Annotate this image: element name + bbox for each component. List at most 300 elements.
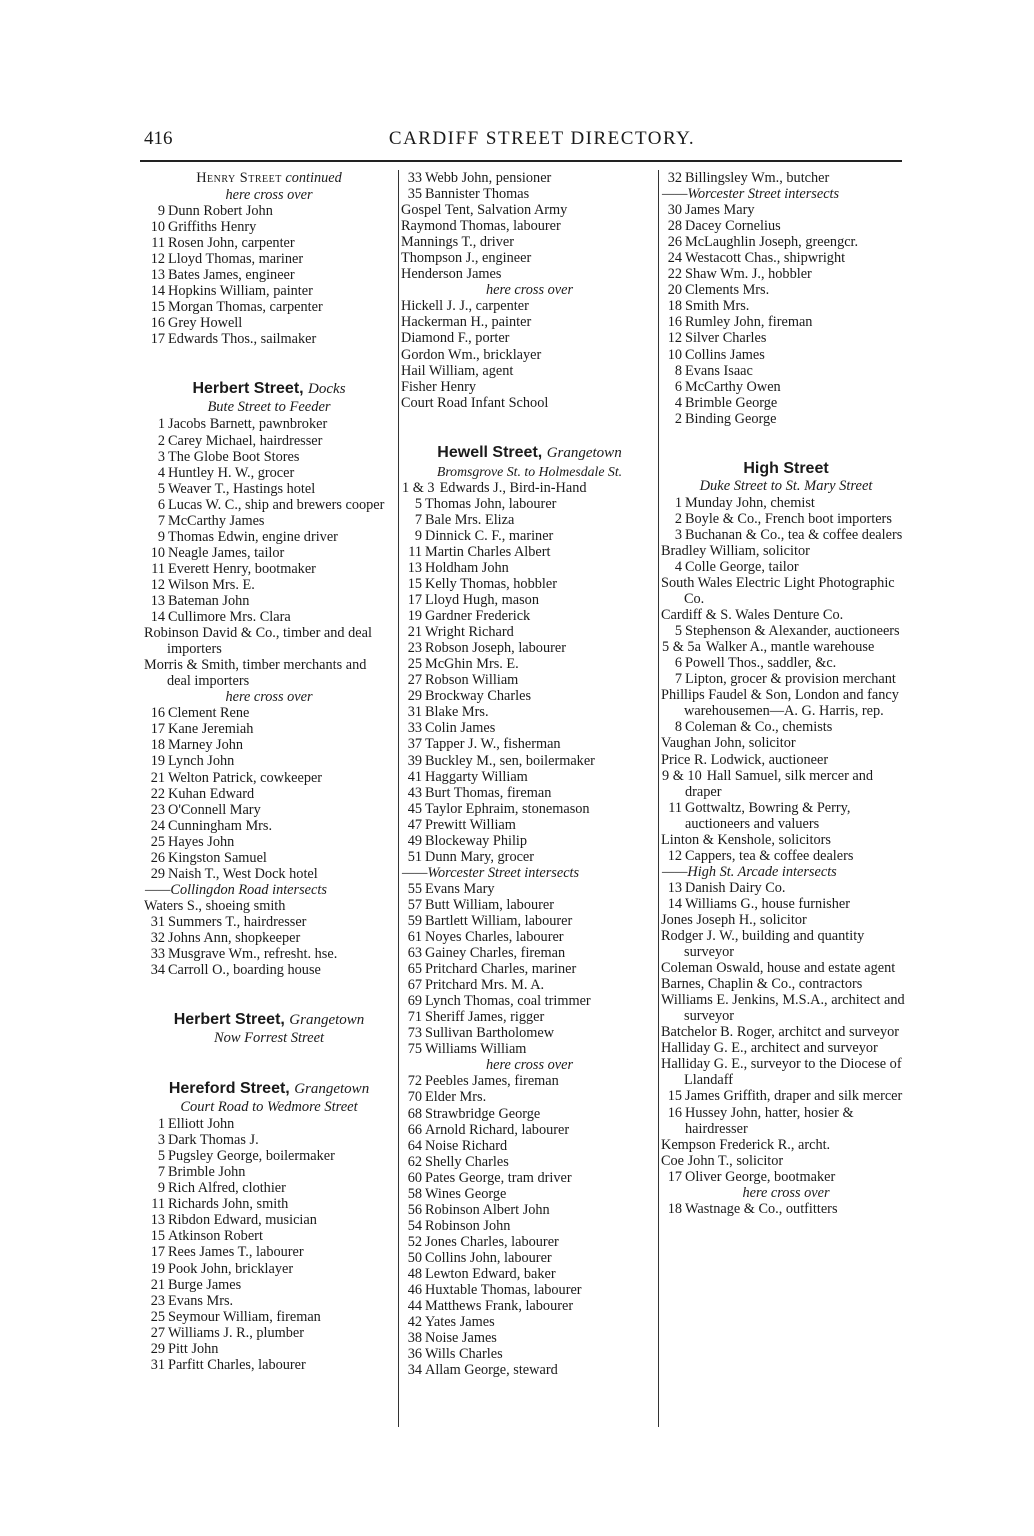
directory-entry [145,416,393,432]
occupant-text: Robinson John [425,1217,511,1234]
occupant-text: Carey Michael, hairdresser [168,432,323,449]
occupant-text: Parfitt Charles, labourer [168,1356,306,1373]
house-number: 41 [407,768,422,785]
occupant-text: McLaughlin Joseph, greengcr. [685,234,859,251]
occupant-text: Butt William, labourer [425,896,554,913]
house-number: 15 [150,299,165,316]
house-number: 5 [674,623,682,640]
house-number: 68 [407,1105,422,1122]
occupant-text: Collins James [685,346,765,363]
house-number: 32 [667,170,682,186]
house-number: 1 [674,494,682,511]
occupant-text: Buchanan & Co., tea & coffee dealers [685,526,903,543]
directory-entry [662,1153,910,1169]
house-number: 1 [157,1116,165,1133]
directory-entry [402,1346,657,1362]
directory-entry [662,896,910,912]
house-number: 43 [407,784,422,801]
occupant-text: Diamond F., porter [401,330,510,347]
directory-entry [402,1138,657,1154]
occupant-text: Strawbridge George [425,1105,541,1122]
occupant-text: Bale Mrs. Eliza [425,511,515,528]
cross-over-note: here cross over [485,1057,574,1074]
directory-entry [145,203,393,219]
occupant-text: Brimble George [685,394,778,411]
house-number: 38 [407,1330,422,1347]
directory-entry [145,1132,393,1148]
occupant-text: Burge James [168,1276,242,1293]
occupant-text: Gottwaltz, Bowring & Perry, auctioneers and valuers [685,799,851,832]
cross-over-note: here cross over [225,187,313,203]
directory-entry [662,880,910,896]
house-number: 69 [407,993,422,1010]
occupant-text: Bates James, engineer [168,267,295,284]
directory-entry [145,1148,393,1164]
directory-entry [662,687,910,719]
directory-entry [662,752,910,768]
occupant-text: Cardiff & S. Wales Denture Co. [661,607,844,624]
directory-entry [662,314,910,330]
directory-entry [402,881,657,897]
directory-entry [662,379,910,395]
house-number: 30 [667,202,682,219]
directory-entry [145,283,393,299]
intersection-note: ——Worcester Street intersects [402,864,580,881]
occupant-text: Hickell J. J., carpenter [401,298,529,315]
entry-list [402,298,657,410]
occupant-text: Kelly Thomas, hobbler [425,575,557,592]
street-name: Hereford Street, [168,1080,290,1098]
occupant-text: Robson Joseph, labourer [425,640,566,657]
house-number: 58 [407,1185,422,1202]
directory-entry [145,705,393,721]
occupant-text: Elder Mrs. [425,1089,487,1106]
occupant-text: Peebles James, fireman [425,1073,559,1090]
occupant-text: South Wales Electric Light Photographic Co. [661,574,895,608]
directory-entry [402,1186,657,1202]
house-number: 18 [667,1200,682,1217]
directory-entry [402,544,657,560]
house-number: 7 [157,512,165,529]
directory-entry [145,946,393,962]
directory-entry [145,850,393,866]
occupant-text: Thompson J., engineer [401,250,532,267]
occupant-text: Griffiths Henry [168,219,257,236]
street-heading-herbert-docks [145,379,393,399]
house-number: 9 [157,203,165,220]
occupant-text: Marney John [168,737,244,754]
street-area: Grangetown [289,1012,365,1029]
house-number: 19 [150,1260,165,1277]
occupant-text: O'Connell Mary [168,801,261,818]
directory-entry [145,866,393,882]
street-name: Henry Street [196,170,282,186]
occupant-text: Noise James [425,1330,497,1347]
occupant-text: Evans Mrs. [168,1292,234,1309]
house-number: 33 [150,946,165,963]
occupant-text: Lucas W. C., ship and brewers cooper [168,496,385,513]
house-number: 66 [407,1121,422,1138]
house-number: 6 [674,378,682,395]
directory-entry [145,465,393,481]
street-area: Docks [308,381,346,398]
directory-entry [145,1196,393,1212]
occupant-text: Naish T., West Dock hotel [168,865,318,882]
house-number: 3 [157,1132,165,1149]
directory-entry [402,1106,657,1122]
house-number: 62 [407,1153,422,1170]
house-number: 17 [667,1168,682,1185]
occupant-text: Billingsley Wm., butcher [685,170,830,186]
street-route: Court Road to Wedmore Street [180,1099,358,1116]
occupant-text: Williams William [425,1041,527,1058]
occupant-text: Kempson Frederick R., archt. [661,1136,831,1153]
house-number: 33 [407,720,422,737]
house-number: 7 [157,1164,165,1181]
directory-entry [402,1154,657,1170]
house-number: 70 [407,1089,422,1106]
occupant-text: Evans Mary [425,880,495,897]
house-number: 1 & 3 [402,479,435,496]
directory-entry [662,511,910,527]
occupant-text: Colle George, tailor [685,558,799,575]
house-number: 12 [150,251,165,268]
directory-entry [662,250,910,266]
occupant-text: Summers T., hairdresser [168,913,307,930]
house-number: 57 [407,896,422,913]
directory-entry [662,347,910,363]
occupant-text: Pook John, bricklayer [168,1260,294,1277]
house-number: 26 [150,849,165,866]
house-number: 47 [407,816,422,833]
running-title: CARDIFF STREET DIRECTORY. [388,128,696,149]
house-number: 12 [667,330,682,347]
directory-entry [402,817,657,833]
directory-entry [662,495,910,511]
directory-entry [145,449,393,465]
directory-entry [662,832,910,848]
house-number: 59 [407,912,422,929]
street-heading-hewell [402,443,657,463]
directory-entry [402,736,657,752]
directory-entry [662,218,910,234]
occupant-text: Gainey Charles, fireman [425,945,566,962]
house-number: 1 [157,416,165,433]
directory-entry [402,528,657,544]
house-number: 23 [150,801,165,818]
house-number: 21 [150,1276,165,1293]
house-number: 17 [150,1244,165,1261]
house-number: 55 [407,880,422,897]
house-number: 13 [150,592,165,609]
occupant-text: Linton & Kenshole, solicitors [661,831,831,848]
house-number: 48 [407,1266,422,1282]
directory-entry [402,1009,657,1025]
occupant-text: Johns Ann, shopkeeper [168,929,301,946]
house-number: 11 [668,799,682,816]
directory-entry [662,363,910,379]
house-number: 3 [674,526,682,543]
house-number: 54 [407,1217,422,1234]
street-route: Duke Street to St. Mary Street [699,477,873,494]
occupant-text: Court Road Infant School [401,394,549,411]
directory-entry [402,1218,657,1234]
occupant-text: Cullimore Mrs. Clara [168,609,291,626]
entry-list [662,880,910,1185]
occupant-text: Seymour William, fireman [168,1308,321,1325]
directory-entry [402,640,657,656]
occupant-text: Huxtable Thomas, labourer [425,1282,582,1299]
directory-entry [662,800,910,832]
directory-entry [402,977,657,993]
occupant-text: Richards John, smith [168,1196,289,1213]
occupant-text: Dark Thomas J. [168,1132,259,1149]
directory-entry [402,624,657,640]
directory-entry [662,992,910,1024]
occupant-text: James Griffith, draper and silk mercer [685,1088,903,1105]
house-number: 16 [667,314,682,331]
directory-entry [145,1309,393,1325]
directory-entry [145,593,393,609]
directory-entry [145,834,393,850]
directory-entry [145,561,393,577]
directory-entry [402,330,657,346]
occupant-text: Lloyd Hugh, mason [425,592,539,609]
directory-entry [662,639,910,655]
directory-entry [145,1277,393,1293]
occupant-text: Powell Thos., saddler, &c. [685,655,837,672]
house-number: 10 [150,219,165,236]
occupant-text: Westacott Chas., shipwright [685,250,846,267]
directory-entry [402,314,657,330]
directory-entry [402,250,657,266]
occupant-text: Arnold Richard, labourer [425,1121,570,1138]
directory-entry [402,929,657,945]
house-number: 17 [150,721,165,738]
house-number: 29 [150,865,165,882]
occupant-text: Robson William [425,672,519,689]
house-number: 3 [157,448,165,465]
house-number: 14 [667,895,682,912]
occupant-text: Morgan Thomas, carpenter [168,299,323,316]
directory-entry [145,497,393,513]
house-number: 22 [667,266,682,283]
street-name: Hewell Street, [437,443,543,461]
directory-entry [402,1122,657,1138]
directory-entry [145,251,393,267]
directory-entry [402,833,657,849]
house-number: 19 [407,608,422,625]
directory-entry [145,962,393,978]
directory-entry [145,529,393,545]
house-number: 16 [667,1104,682,1121]
directory-entry [145,1261,393,1277]
entry-list [145,705,393,882]
house-number: 5 [414,495,422,512]
house-number: 13 [150,267,165,284]
column-2 [398,170,657,1427]
occupant-text: Rosen John, carpenter [168,235,295,252]
occupant-text: Kingston Samuel [168,849,267,866]
entry-list [662,1201,910,1217]
directory-entry [145,1212,393,1228]
house-number: 29 [150,1340,165,1357]
occupant-text: Burt Thomas, fireman [425,784,552,801]
occupant-text: Jones Joseph H., solicitor [661,911,807,928]
entry-list [402,1073,657,1378]
directory-entry [402,592,657,608]
occupant-text: Halliday G. E., surveyor to the Diocese of Llandaff [661,1056,902,1089]
directory-entry [402,1298,657,1314]
directory-entry [402,1266,657,1282]
street-route: Now Forrest Street [213,1030,325,1047]
occupant-text: Coe John T., solicitor [661,1152,784,1169]
directory-entry [402,234,657,250]
directory-entry [402,298,657,314]
house-number: 11 [151,560,165,577]
house-number: 31 [150,1356,165,1373]
cross-over-note: here cross over [485,282,574,299]
house-number: 52 [407,1233,422,1250]
directory-entry [662,575,910,607]
directory-entry [662,395,910,411]
entry-list [662,170,910,186]
occupant-text: Williams E. Jenkins, M.S.A., architect and surveyor [661,992,905,1025]
occupant-text: Dacey Cornelius [685,218,781,235]
occupant-text: Noyes Charles, labourer [425,929,564,946]
house-number: 35 [407,186,422,203]
house-number: 5 [157,1148,165,1165]
house-number: 7 [674,671,682,688]
page-header [144,128,900,158]
directory-entry [145,721,393,737]
house-number: 11 [151,235,165,252]
occupant-text: Holdham John [425,559,509,576]
house-number: 31 [150,913,165,930]
house-number: 14 [150,609,165,626]
directory-entry [402,496,657,512]
directory-entry [402,720,657,736]
directory-entry [402,266,657,282]
occupant-text: Thomas John, labourer [425,495,557,512]
directory-entry [662,330,910,346]
house-number: 72 [407,1073,422,1090]
occupant-text: Gospel Tent, Salvation Army [401,202,568,219]
house-number: 56 [407,1201,422,1218]
house-number: 2 [157,432,165,449]
directory-entry [402,1314,657,1330]
occupant-text: Batchelor B. Roger, architct and surveyor [661,1024,900,1041]
house-number: 23 [150,1292,165,1309]
occupant-text: Stephenson & Alexander, auctioneers [685,623,900,640]
house-number: 9 & 10 [662,767,702,784]
directory-entry [402,347,657,363]
occupant-text: Lloyd Thomas, mariner [168,251,304,268]
directory-entry [145,315,393,331]
occupant-text: Blockeway Philip [425,832,528,849]
directory-entry [145,481,393,497]
occupant-text: Mannings T., driver [401,234,515,251]
directory-entry [145,1293,393,1309]
occupant-text: Williams J. R., plumber [168,1324,305,1341]
house-number: 6 [157,496,165,513]
directory-entry [402,512,657,528]
occupant-text: Munday John, chemist [685,494,815,511]
occupant-text: Noise Richard [425,1137,508,1154]
occupant-text: The Globe Boot Stores [168,448,300,465]
directory-entry [662,282,910,298]
directory-entry [662,266,910,282]
occupant-text: Kuhan Edward [168,785,255,802]
directory-entry [145,770,393,786]
directory-entry [662,960,910,976]
house-number: 60 [407,1169,422,1186]
directory-entry [145,433,393,449]
occupant-text: Cunningham Mrs. [168,817,273,834]
occupant-text: Clement Rene [168,705,250,722]
occupant-text: Coleman & Co., chemists [685,719,833,736]
directory-entry [402,379,657,395]
directory-entry [662,719,910,735]
directory-entry [145,802,393,818]
occupant-text: Huntley H. W., grocer [168,464,295,481]
house-number: 64 [407,1137,422,1154]
house-number: 9 [414,527,422,544]
occupant-text: Weaver T., Hastings hotel [168,480,316,497]
house-number: 9 [157,1180,165,1197]
house-number: 21 [407,624,422,641]
street-heading-hereford [145,1079,393,1099]
directory-entry [662,170,910,186]
house-number: 25 [150,1308,165,1325]
cross-over-note: here cross over [742,1184,830,1201]
house-number: 36 [407,1346,422,1363]
house-number: 7 [414,511,422,528]
house-number: 34 [407,1362,422,1379]
house-number: 5 [157,480,165,497]
occupant-text: Matthews Frank, labourer [425,1298,574,1315]
occupant-text: Pates George, tram driver [425,1169,572,1186]
house-number: 39 [407,752,422,769]
directory-entry [402,753,657,769]
house-number: 75 [407,1041,422,1058]
house-number: 15 [150,1228,165,1245]
occupant-text: Pritchard Charles, mariner [425,961,577,978]
occupant-text: Waters S., shoeing smith [144,897,286,914]
directory-entry [662,1105,910,1137]
occupant-text: Dunn Robert John [168,203,273,220]
occupant-text: Wright Richard [425,624,514,641]
directory-entry [402,560,657,576]
house-number: 16 [150,315,165,332]
house-number: 24 [667,250,682,267]
occupant-text: Elliott John [168,1116,235,1133]
directory-entry [145,1244,393,1260]
occupant-text: Binding George [685,410,777,427]
directory-entry [402,1330,657,1346]
occupant-text: Robinson David & Co., timber and deal importers [144,625,372,658]
occupant-text: Wines George [425,1185,507,1202]
occupant-text: Collins John, labourer [425,1249,552,1266]
house-number: 12 [667,847,682,864]
occupant-text: Coleman Oswald, house and estate agent [661,960,896,977]
occupant-text: Martin Charles Albert [425,543,551,560]
house-number: 13 [407,559,422,576]
directory-entry [662,735,910,751]
directory-entry [402,1073,657,1089]
street-route: Bute Street to Feeder [207,399,331,416]
house-number: 4 [674,394,682,411]
